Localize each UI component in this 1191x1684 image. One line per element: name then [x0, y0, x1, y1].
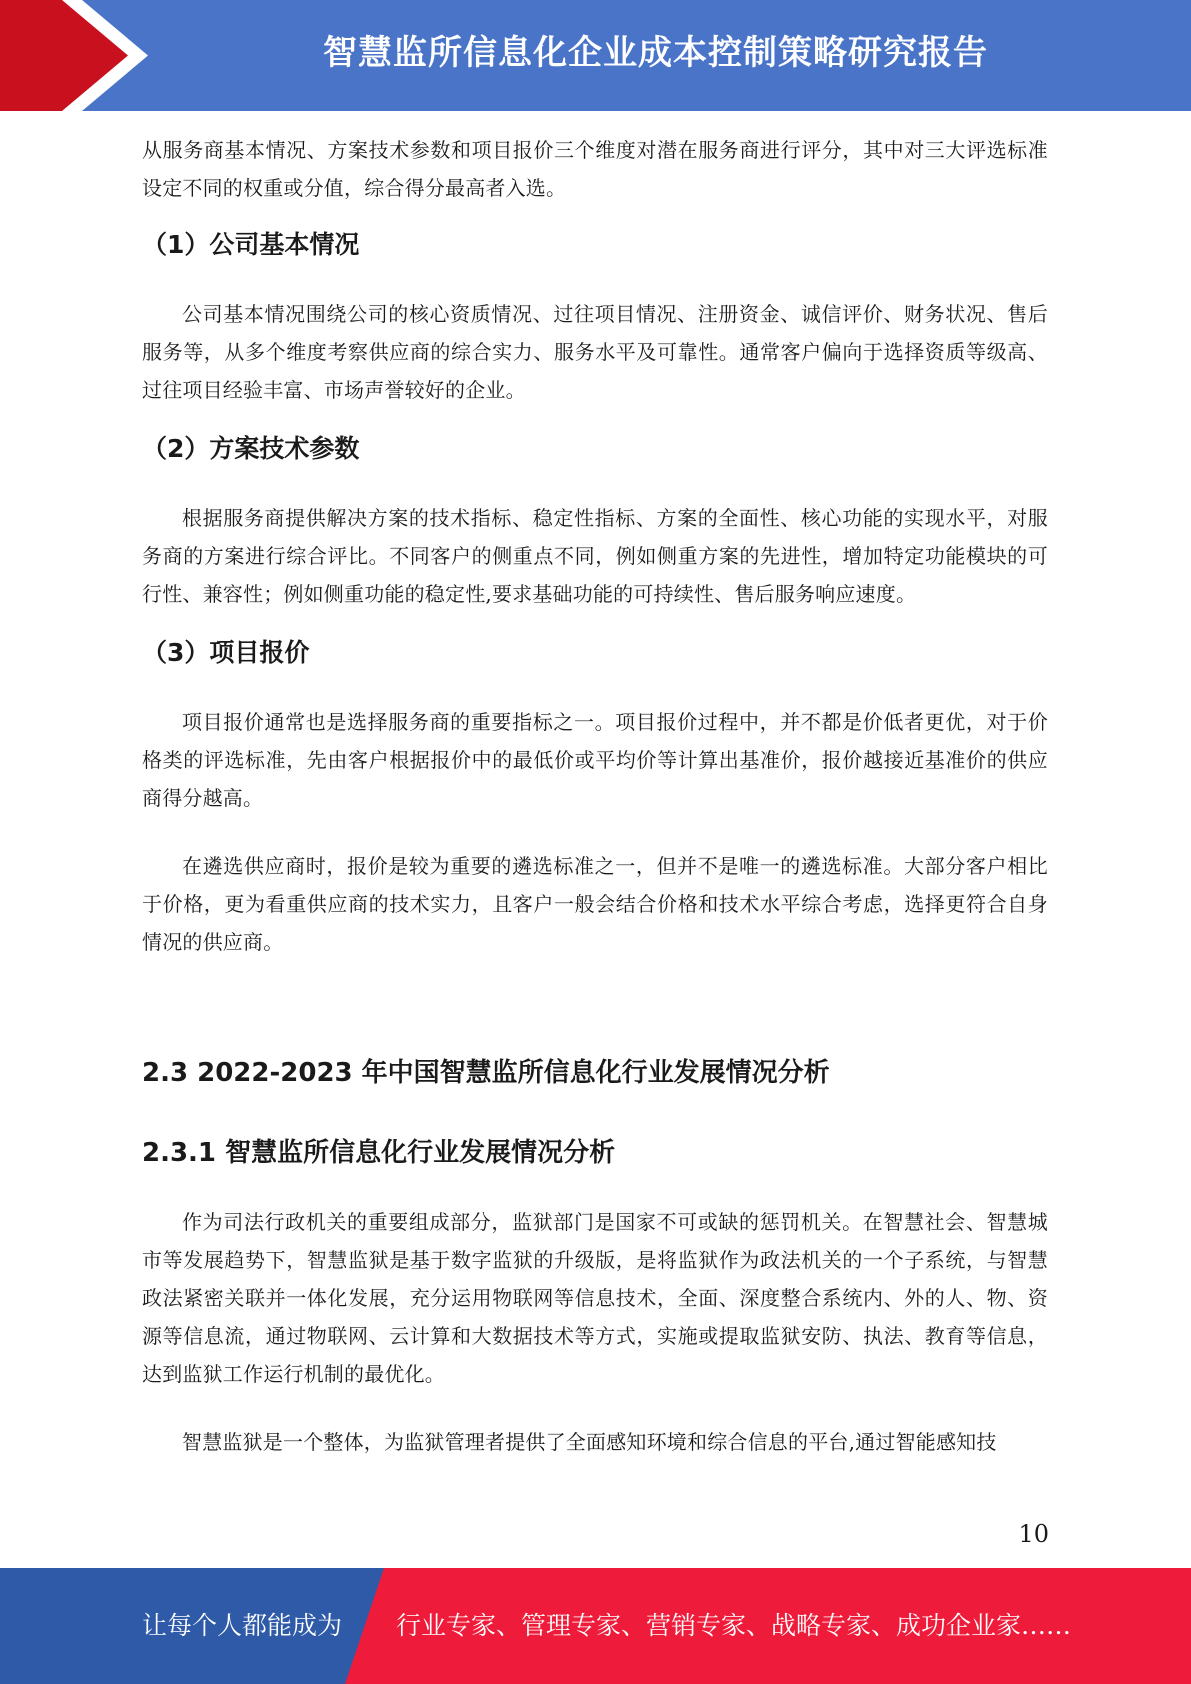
project-quote-paragraph: 项目报价通常也是选择服务商的重要指标之一。项目报价过程中，并不都是价低者更优，对于价格类的评选标准，先由客户根据报价中的最低价或平均价等计算出基准价，报价越接近基准价的供应商得分越高。 — [142, 710, 1048, 810]
page-header — [0, 0, 1191, 111]
document-body — [142, 131, 1048, 1461]
section-heading-project-quote: （3）项目报价 — [142, 638, 310, 667]
report-title: 智慧监所信息化企业成本控制策略研究报告 — [323, 33, 988, 73]
intro-paragraph: 从服务商基本情况、方案技术参数和项目报价三个维度对潜在服务商进行评分，其中对三大评选标准设定不同的权重或分值，综合得分最高者入选。 — [142, 138, 1048, 200]
page-footer — [0, 1568, 1191, 1684]
page-number: 10 — [1018, 1520, 1049, 1548]
company-basics-paragraph: 公司基本情况围绕公司的核心资质情况、过往项目情况、注册资金、诚信评价、财务状况、售后服务等，从多个维度考察供应商的综合实力、服务水平及可靠性。通常客户偏向于选择资质等级高、过往项目经验丰富、市场声誉较好的企业。 — [142, 302, 1048, 402]
section-heading-company-basics: （1）公司基本情况 — [142, 230, 360, 259]
footer-slogan-right: 行业专家、管理专家、营销专家、战略专家、成功企业家…… — [396, 1611, 1072, 1640]
section-heading-2-3-1: 2.3.1 智慧监所信息化行业发展情况分析 — [142, 1138, 616, 1168]
section-heading-2-3: 2.3 2022-2023 年中国智慧监所信息化行业发展情况分析 — [142, 1058, 830, 1088]
technical-parameters-paragraph: 根据服务商提供解决方案的技术指标、稳定性指标、方案的全面性、核心功能的实现水平，对服务商的方案进行综合评比。不同客户的侧重点不同，例如侧重方案的先进性，增加特定功能模块的可行性、兼容性；例如侧重功能的稳定性,要求基础功能的可持续性、售后服务响应速度。 — [142, 506, 1048, 606]
industry-development-paragraph: 作为司法行政机关的重要组成部分，监狱部门是国家不可或缺的惩罚机关。在智慧社会、智慧城市等发展趋势下，智慧监狱是基于数字监狱的升级版，是将监狱作为政法机关的一个子系统，与智慧政法紧密关联并一体化发展，充分运用物联网等信息技术，全面、深度整合系统内、外的人、物、资源等信息流，通过物联网、云计算和大数据技术等方式，实施或提取监狱安防、执法、教育等信息，达到监狱工作运行机制的最优化。 — [142, 1210, 1048, 1386]
supplier-selection-paragraph: 在遴选供应商时，报价是较为重要的遴选标准之一，但并不是唯一的遴选标准。大部分客户相比于价格，更为看重供应商的技术实力，且客户一般会结合价格和技术水平综合考虑，选择更符合自身情况的供应商。 — [142, 854, 1048, 954]
section-heading-technical-parameters: （2）方案技术参数 — [142, 434, 360, 463]
smart-prison-paragraph: 智慧监狱是一个整体，为监狱管理者提供了全面感知环境和综合信息的平台,通过智能感知技 — [182, 1430, 997, 1454]
footer-slogan-left: 让每个人都能成为 — [142, 1611, 343, 1640]
